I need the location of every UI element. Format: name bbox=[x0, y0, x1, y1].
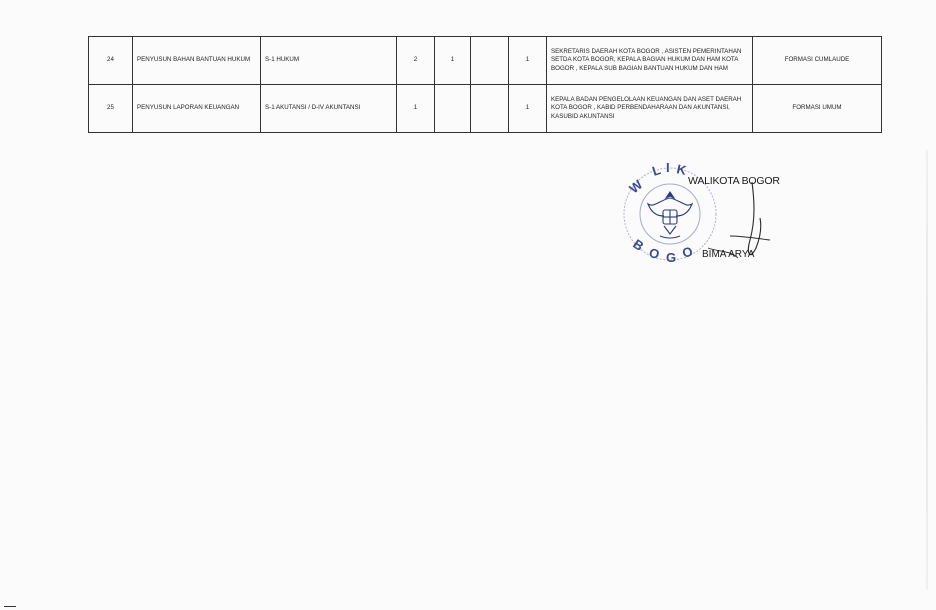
work-unit-cell: KEPALA BADAN PENGELOLAAN KEUANGAN DAN ASET DAERAH KOTA BOGOR , KABID PERBENDAHARAAN DAN AKUNTANSI, KASUBID AKUNTANSI bbox=[547, 85, 753, 133]
count-cell-cell: 1 bbox=[397, 85, 435, 133]
seal-letter: O bbox=[680, 243, 695, 261]
signatory-name: BIMA ARYA bbox=[702, 249, 755, 260]
seal-letter: G bbox=[666, 250, 677, 265]
remarks-cell: FORMASI UMUM bbox=[753, 85, 882, 133]
position-name-cell: PENYUSUN LAPORAN KEUANGAN bbox=[133, 85, 261, 133]
education-qualification-cell: S-1 HUKUM bbox=[261, 37, 397, 85]
count-cell-cell: 1 bbox=[435, 37, 471, 85]
page-mark bbox=[4, 606, 16, 607]
row-number-cell: 25 bbox=[89, 85, 133, 133]
table-body bbox=[89, 37, 882, 133]
count-cell-cell bbox=[471, 85, 509, 133]
seal-letter: W bbox=[626, 176, 646, 197]
position-name-cell: PENYUSUN BAHAN BANTUAN HUKUM bbox=[133, 37, 261, 85]
row-number-cell: 24 bbox=[89, 37, 133, 85]
seal-letter: B bbox=[630, 236, 647, 254]
work-unit-cell: SEKRETARIS DAERAH KOTA BOGOR , ASISTEN PEMERINTAHAN SETDA KOTA BOGOR, KEPALA BAGIAN HUKUM DAN HAM KOTA BOGOR , KEPALA SUB BAGIAN BANTUAN HUKUM DAN HAM bbox=[547, 37, 753, 85]
signatory-title: WALIKOTA BOGOR bbox=[688, 175, 780, 187]
seal-letter: L bbox=[650, 162, 663, 179]
scan-edge bbox=[926, 150, 928, 590]
seal-letter: O bbox=[646, 244, 662, 263]
education-qualification-cell: S-1 AKUTANSI / D-IV AKUNTANSI bbox=[261, 85, 397, 133]
formasi-table bbox=[88, 36, 882, 133]
count-cell-cell: 2 bbox=[397, 37, 435, 85]
count-cell-cell bbox=[471, 37, 509, 85]
count-cell-cell bbox=[435, 85, 471, 133]
remarks-cell: FORMASI CUMLAUDE bbox=[753, 37, 882, 85]
garuda-emblem-icon bbox=[648, 192, 692, 238]
count-cell-cell: 1 bbox=[509, 37, 547, 85]
seal-letter: I bbox=[666, 160, 670, 175]
seal-letter: K bbox=[675, 161, 688, 178]
table-row bbox=[89, 37, 882, 85]
table-row bbox=[89, 85, 882, 133]
count-cell-cell: 1 bbox=[509, 85, 547, 133]
